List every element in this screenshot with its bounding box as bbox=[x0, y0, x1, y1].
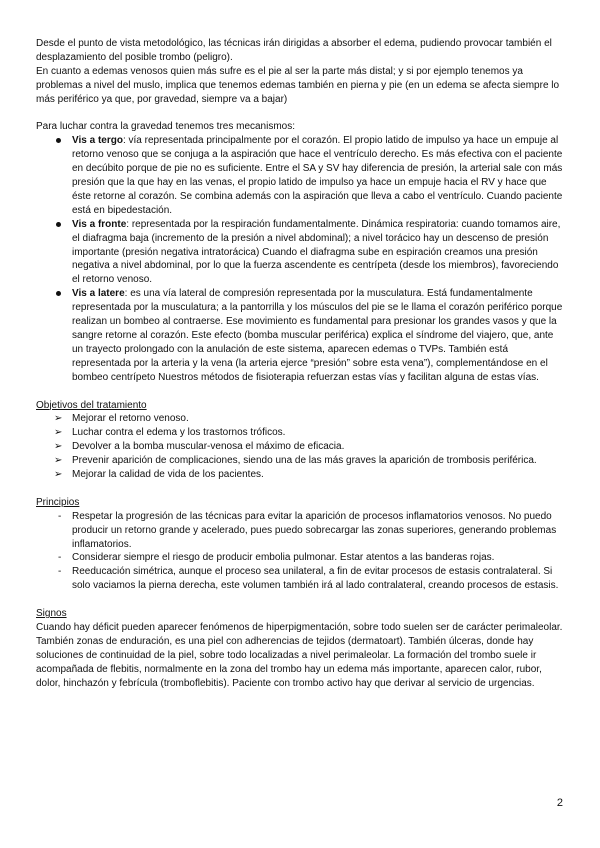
bullet-dot-icon bbox=[56, 291, 61, 296]
signs-heading: Signos bbox=[36, 608, 67, 620]
mechanism-item bbox=[36, 287, 566, 384]
dash-bullet-icon: - bbox=[58, 552, 62, 564]
principle-item: - Considerar siempre el riesgo de producir embolia pulmonar. Estar atentos a las banderas rojas. bbox=[58, 552, 495, 564]
objectives-heading: Objetivos del tratamiento bbox=[36, 399, 147, 411]
dash-bullet-icon: - bbox=[58, 566, 62, 578]
arrow-bullet-icon: ➢ bbox=[54, 441, 63, 453]
signs-paragraph: Cuando hay déficit pueden aparecer fenómenos de hiperpigmentación, sobre todo suelen ser de carácter perimaleolar. También zonas de enduración, es una piel con adherencias de tejidos (dermatoart). También úlceras, donde hay soluciones de continuidad de la piel, sobre todo localizadas a nivel perimaleolar. La formación del trombo suele ir acompañada de flebitis, normalmente en la zona del trombo hay un edema más importante, aparecen calor, rubor, dolor, hinchazón y febrícula (tromboflebitis). Paciente con trombo activo hay que derivar al servicio de urgencias. bbox=[36, 622, 563, 689]
arrow-bullet-icon: ➢ bbox=[54, 413, 63, 425]
objective-item: ➢ Mejorar el retorno venoso. bbox=[54, 413, 189, 425]
mechanism-term: Vis a latere bbox=[72, 288, 125, 300]
mechanism-text: : vía representada principalmente por el corazón. El propio latido de impulso ya hace un empuje al retorno venoso que se conjuga a la aspiración que hace el ventrículo derecho. Es más efectiva con el paciente en decúbito porque de pie no es suficiente. Entre el SA y SV hay diferencia de presión, la arterial sale con más presión que la que hay en las venas, el propio latido de impulso ya hace un empuje hacia el RV y hace que éste retorne al corazón. Se combina además con la aspiración que lleva a cabo el ventrículo. Cuando paciente está en bipedestación. bbox=[72, 135, 563, 216]
principles-heading: Principios bbox=[36, 496, 80, 508]
objective-item: ➢ Mejorar la calidad de vida de los pacientes. bbox=[54, 469, 264, 481]
objective-item: ➢ Luchar contra el edema y los trastornos tróficos. bbox=[54, 427, 286, 439]
mechanism-term: Vis a tergo bbox=[72, 135, 123, 147]
mechanism-term: Vis a fronte bbox=[72, 218, 127, 230]
dash-bullet-icon: - bbox=[58, 510, 62, 522]
principle-item: - Reeducación simétrica, aunque el proceso sea unilateral, a fin de evitar procesos de estasis contralateral. Si solo vaciamos la pierna derecha, este volumen también irá al lado contralateral, creando procesos de estasis. bbox=[58, 566, 559, 592]
objective-item: ➢ Devolver a la bomba muscular-venosa el máximo de eficacia. bbox=[54, 441, 345, 453]
mechanisms-lead: Para luchar contra la gravedad tenemos tres mecanismos: bbox=[36, 121, 296, 133]
page-number: 2 bbox=[556, 797, 563, 809]
mechanism-text: : representada por la respiración fundamentalmente. Dinámica respiratoria: cuando tomamos aire, el diafragma baja (incremento de la presión a nivel abdominal); a nivel torácico hay un descenso de presión importante (presión negativa intratorácica) Cuando el diafragma sube en espiración creamos una presión negativa a nivel abdominal, por lo que la fuerza ascendente es centrípeta (desde los miembros), favoreciendo el retorno venoso. bbox=[72, 218, 561, 286]
bullet-dot-icon bbox=[56, 138, 61, 143]
principle-item: - Respetar la progresión de las técnicas para evitar la aparición de procesos inflamatorios venosos. No puedo producir un retorno grande y acelerado, pues puedo sobrecargar las zonas superiores, generando problemas inflamatorios. bbox=[58, 510, 557, 550]
arrow-bullet-icon: ➢ bbox=[54, 469, 63, 481]
mechanism-item bbox=[36, 218, 566, 288]
objectives-list bbox=[36, 412, 566, 482]
mechanism-item bbox=[36, 134, 566, 217]
arrow-bullet-icon: ➢ bbox=[54, 455, 63, 467]
mechanisms-list bbox=[36, 134, 566, 384]
intro-paragraph-1: Desde el punto de vista metodológico, las técnicas irán dirigidas a absorber el edema, pudiendo provocar también el desplazamiento del posible trombo (peligro). bbox=[36, 38, 552, 63]
document-body bbox=[36, 37, 566, 691]
bullet-dot-icon bbox=[56, 222, 61, 227]
arrow-bullet-icon: ➢ bbox=[54, 427, 63, 439]
objective-item: ➢ Prevenir aparición de complicaciones, siendo una de las más graves la aparición de trombosis periférica. bbox=[54, 455, 537, 467]
principles-list bbox=[36, 510, 566, 593]
intro-paragraph-2: En cuanto a edemas venosos quien más sufre es el pie al ser la parte más distal; y si por ejemplo tenemos ya problemas a nivel del muslo, implica que tenemos edemas también en pierna y pie (en un edema se afecta siempre lo más periférico ya que, por gravedad, siempre va a bajar) bbox=[36, 65, 560, 105]
mechanism-text: : es una vía lateral de compresión representada por la musculatura. Está fundamentalmente representada por la musculatura; a la pantorrilla y los músculos del pie se le llama el corazón periférico porque realizan un bombeo al contraerse. Ese movimiento es fundamental para presionar los grandes vasos y que la sangre retorne al corazón. Este efecto (bomba muscular periférica) explica el síndrome del viajero, que, ante un trayecto prolongado con la anulación de este sistema, aparecen edemas o TVPs. También está representada por la arteria y la vena (la arteria ejerce “presión” sobre esta vena”), complementándose en el bombeo centrípeto Nuestros métodos de fisioterapia refuerzan estas vías y facilitan alguna de estas vías. bbox=[72, 288, 563, 383]
